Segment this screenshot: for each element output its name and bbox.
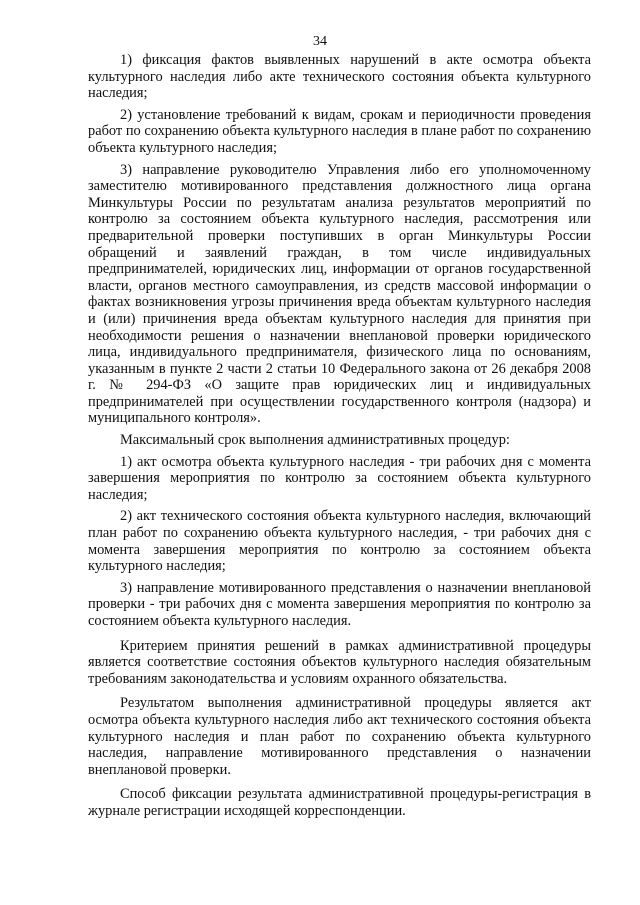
decision-criteria-paragraph: Критерием принятия решений в рамках административной процедуры является соответствие состояния объектов культурного наследия обязательным требованиям законодательства и условиям охранного обязательства.	[88, 637, 591, 687]
list-item-fixation: 1) фиксация фактов выявленных нарушений в акте осмотра объекта культурного наследия либо акте технического состояния объекта культурного наследия;	[88, 52, 591, 102]
term-item-submission: 3) направление мотивированного представления о назначении внеплановой проверки - три рабочих дня с момента завершения мероприятия по контролю за состоянием объекта культурного наследия.	[88, 579, 591, 629]
term-item-technical-act: 2) акт технического состояния объекта культурного наследия, включающий план работ по сохранению объекта культурного наследия, - три рабочих дня с момента завершения мероприятия по контролю за состоянием объекта культурного наследия;	[88, 508, 591, 575]
fixation-method-paragraph: Способ фиксации результата административной процедуры-регистрация в журнале регистрации исходящей корреспонденции.	[88, 786, 591, 819]
list-item-motivated-submission: 3) направление руководителю Управления либо его уполномоченному заместителю мотивированного представления должностного лица органа Минкультуры России по результатам анализа результатов мероприятий по контролю за состоянием объекта культурного наследия, рассмотрения или предварительной проверки поступивших в орган Минкультуры России обращений и заявлений граждан, в том числе индивидуальных предпринимателей, юридических лиц, информации от органов государственной власти, органов местного самоуправления, из средств массовой информации о фактах возникновения угрозы причинения вреда объектам культурного наследия и (или) причинения вреда объектам культурного наследия для принятия при необходимости решения о назначении внеплановой проверки юридического лица, индивидуального предпринимателя, физического лица по основаниям, указанным в пункте 2 части 2 статьи 10 Федерального закона от 26 декабря 2008 г. № 294-ФЗ «О защите прав юридических лиц и индивидуальных предпринимателей при осуществлении государственного контроля (надзора) и муниципального контроля».	[88, 161, 591, 427]
list-item-requirements: 2) установление требований к видам, срокам и периодичности проведения работ по сохранению объекта культурного наследия в плане работ по сохранению объекта культурного наследия;	[88, 106, 591, 156]
result-paragraph: Результатом выполнения административной процедуры является акт осмотра объекта культурного наследия либо акт технического состояния объекта культурного наследия и план работ по сохранению объекта культурного наследия, направление мотивированного представления о назначении внеплановой проверки.	[88, 695, 591, 778]
page-number: 34	[313, 34, 327, 49]
term-item-inspection-act: 1) акт осмотра объекта культурного наследия - три рабочих дня с момента завершения мероприятия по контролю за состоянием объекта культурного наследия;	[88, 453, 591, 503]
max-term-heading: Максимальный срок выполнения административных процедур:	[120, 432, 510, 449]
document-body	[88, 52, 591, 825]
